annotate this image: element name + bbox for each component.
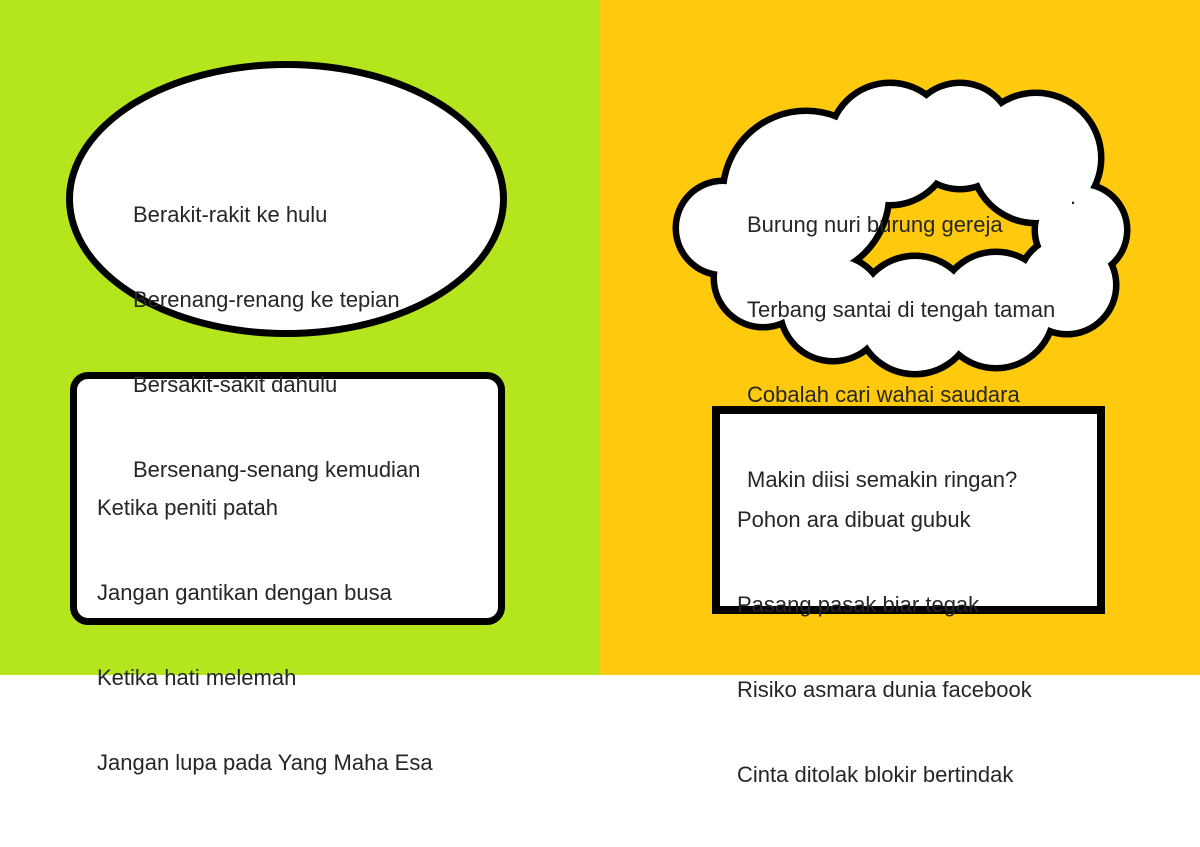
pantun-line: Burung nuri burung gereja xyxy=(747,211,1003,237)
pantun-line: Berakit-rakit ke hulu xyxy=(133,201,328,227)
pantun-line: Bersakit-sakit dahulu xyxy=(133,372,338,398)
pantun-line: Pasang pasak biar tegak xyxy=(737,592,980,618)
pantun-line: Bersenang-senang kemudian xyxy=(133,457,421,483)
pantun-line: Terbang santai di tengah taman xyxy=(747,297,1056,323)
pantun-rect-text xyxy=(737,449,1032,847)
pantun-line: Berenang-renang ke tepian xyxy=(133,287,400,313)
pantun-line: Jangan gantikan dengan busa xyxy=(97,580,392,606)
pantun-rounded-rect-text xyxy=(97,437,433,835)
pantun-line: Cinta ditolak blokir bertindak xyxy=(737,762,1014,788)
stray-period: . xyxy=(1070,184,1077,209)
pantun-line: Makin diisi semakin ringan? xyxy=(747,467,1018,493)
pantun-line: Pohon ara dibuat gubuk xyxy=(737,506,971,532)
pantun-line: Ketika hati melemah xyxy=(97,665,297,691)
pantun-line: Ketika peniti patah xyxy=(97,494,279,520)
pantun-line: Cobalah cari wahai saudara xyxy=(747,382,1020,408)
pantun-line: Jangan lupa pada Yang Maha Esa xyxy=(97,750,433,776)
pantun-line: Risiko asmara dunia facebook xyxy=(737,677,1032,703)
